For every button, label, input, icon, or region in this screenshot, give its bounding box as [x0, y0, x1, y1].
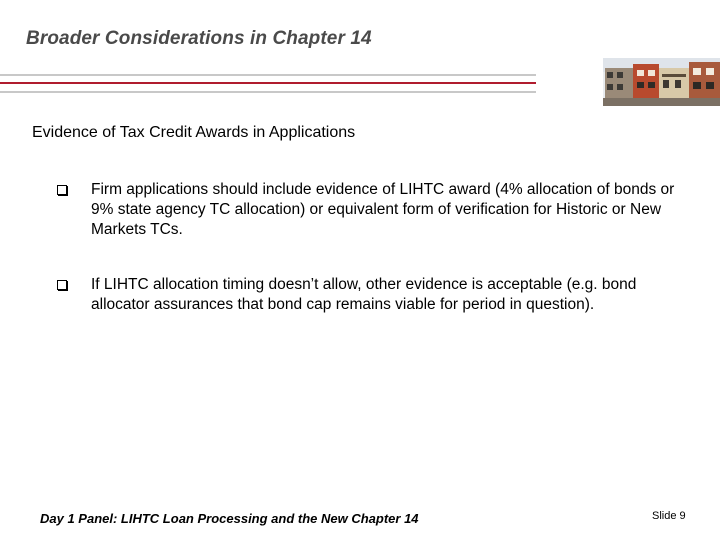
checkbox-bullet-icon — [57, 185, 67, 195]
checkbox-bullet-icon — [57, 280, 67, 290]
bullet-item — [56, 180, 681, 240]
header-rule-accent — [0, 82, 536, 84]
bullet-text: If LIHTC allocation timing doesn’t allow, other evidence is acceptable (e.g. bond allocator assurances that bond cap remains viable for period in question). — [91, 276, 637, 313]
footer-text: Day 1 Panel: LIHTC Loan Processing and the New Chapter 14 — [40, 511, 419, 526]
section-heading: Evidence of Tax Credit Awards in Applications — [32, 124, 356, 141]
bullet-text: Firm applications should include evidence of LIHTC award (4% allocation of bonds or 9% state agency TC allocation) or equivalent form of verification for Historic or New Markets TCs. — [91, 181, 675, 238]
bullet-list — [56, 180, 696, 350]
header-rule-bottom — [0, 91, 536, 93]
building-photo — [603, 58, 720, 106]
slide-number: Slide 9 — [652, 510, 686, 522]
header-rule — [0, 74, 536, 94]
header-rule-top — [0, 74, 536, 76]
bullet-item — [56, 275, 681, 315]
slide-title: Broader Considerations in Chapter 14 — [26, 28, 372, 49]
